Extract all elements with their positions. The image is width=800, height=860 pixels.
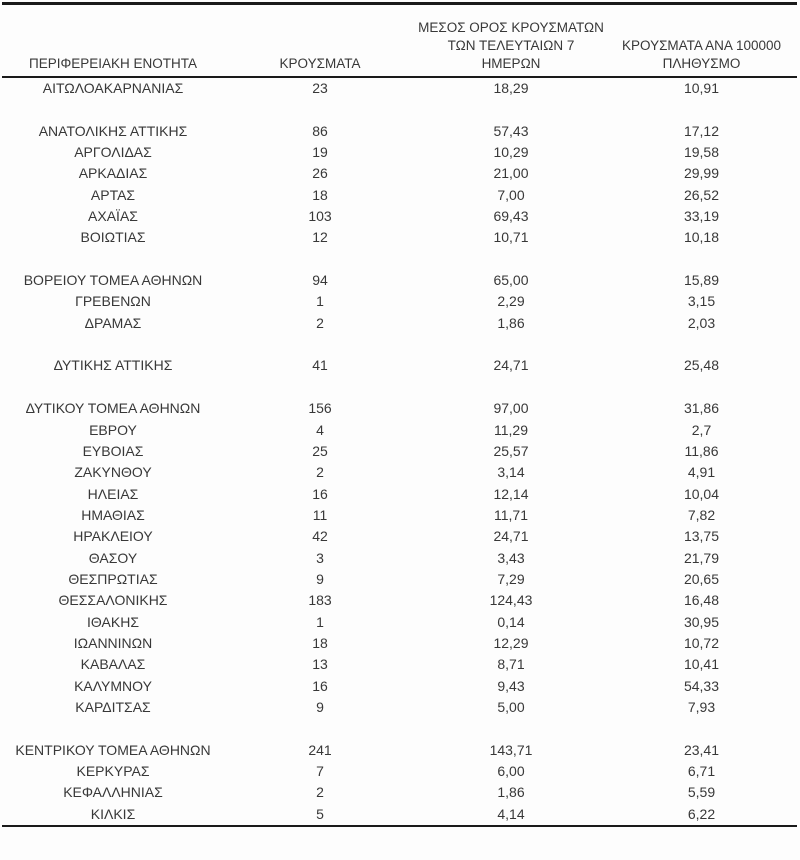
avg7-cell: 4,14: [497, 805, 525, 822]
avg7-cell: 2,29: [497, 293, 525, 310]
per100k-cell: 11,86: [684, 442, 719, 459]
spacer-cell: [2, 334, 797, 355]
spacer-row: [2, 99, 797, 120]
table-row: [2, 590, 797, 611]
per100k-cell: 29,99: [683, 165, 720, 182]
cases-cell: 19: [312, 144, 328, 161]
cases-cell: 13: [312, 656, 328, 673]
cases-cell: 2: [316, 464, 324, 481]
region-cell: ΚΑΒΑΛΑΣ: [80, 656, 146, 673]
cases-cell: 183: [308, 592, 332, 609]
spacer-cell: [2, 718, 797, 739]
avg7-cell: 18,29: [493, 80, 529, 96]
per100k-cell: 20,65: [683, 570, 720, 587]
cases-cell: 16: [312, 485, 328, 502]
table-row: [2, 633, 797, 654]
region-cell: ΖΑΚΥΝΘΟΥ: [74, 464, 152, 481]
column-header-avg7: [416, 4, 606, 78]
avg7-cell: 5,00: [497, 698, 525, 715]
per100k-cell: 19,58: [683, 144, 720, 161]
table-row: [2, 462, 797, 483]
per100k-cell: 33,19: [683, 208, 720, 225]
region-cell: ΑΡΓΟΛΙΔΑΣ: [74, 144, 152, 161]
per100k-cell: 13,75: [683, 528, 720, 545]
table-row: [2, 398, 797, 419]
per100k-cell: 6,71: [687, 763, 716, 779]
cases-cell: 9: [316, 698, 324, 715]
avg7-cell: 97,00: [493, 400, 529, 417]
table-row: [2, 121, 797, 142]
avg7-cell: 6,00: [497, 763, 525, 779]
column-header-avg7-line3: ΗΜΕΡΩΝ: [481, 56, 541, 71]
region-cell: ΒΟΡΕΙΟΥ ΤΟΜΕΑ ΑΘΗΝΩΝ: [23, 272, 203, 289]
table-row: [2, 569, 797, 590]
table-body: [2, 77, 797, 826]
region-cell: ΚΑΡΔΙΤΣΑΣ: [75, 698, 151, 715]
region-cell: ΚΙΛΚΙΣ: [90, 805, 136, 822]
spacer-cell: [2, 377, 797, 398]
region-cell: ΑΡΚΑΔΙΑΣ: [78, 165, 148, 182]
region-cell: ΘΑΣΟΥ: [88, 549, 138, 566]
region-cell: ΔΥΤΙΚΟΥ ΤΟΜΕΑ ΑΘΗΝΩΝ: [25, 400, 201, 417]
region-cell: ΗΡΑΚΛΕΙΟΥ: [73, 528, 153, 545]
per100k-cell: 7,93: [687, 698, 716, 715]
cases-cell: 2: [316, 314, 324, 331]
regional-cases-table: [2, 2, 797, 827]
per100k-cell: 10,04: [683, 485, 720, 502]
table-header: [2, 4, 797, 78]
table-row: [2, 227, 797, 248]
region-cell: ΕΥΒΟΙΑΣ: [82, 442, 144, 459]
region-cell: ΚΕΡΚΥΡΑΣ: [76, 763, 150, 779]
column-header-cases-label: ΚΡΟΥΣΜΑΤΑ: [279, 56, 361, 71]
region-cell: ΒΟΙΩΤΙΑΣ: [80, 229, 146, 246]
cases-cell: 1: [316, 293, 324, 310]
region-cell: ΙΘΑΚΗΣ: [87, 613, 139, 630]
region-cell: ΑΝΑΤΟΛΙΚΗΣ ΑΤΤΙΚΗΣ: [38, 122, 188, 139]
cases-cell: 18: [312, 634, 328, 651]
region-cell: ΑΙΤΩΛΟΑΚΑΡΝΑΝΙΑΣ: [42, 80, 184, 96]
per100k-cell: 21,79: [683, 549, 720, 566]
table-row: [2, 441, 797, 462]
avg7-cell: 25,57: [493, 442, 529, 459]
per100k-cell: 5,59: [687, 784, 716, 801]
cases-cell: 3: [316, 549, 324, 566]
avg7-cell: 24,71: [493, 528, 529, 545]
cases-cell: 1: [316, 613, 324, 630]
column-header-per100k-line1: ΚΡΟΥΣΜΑΤΑ ΑΝΑ 100000: [622, 38, 781, 53]
table-row: [2, 761, 797, 782]
per100k-cell: 7,82: [687, 506, 716, 523]
table-row: [2, 185, 797, 206]
table-row: [2, 505, 797, 526]
table-row: [2, 697, 797, 718]
cases-cell: 16: [312, 677, 328, 694]
table-row: [2, 548, 797, 569]
column-header-avg7-line1: ΜΕΣΟΣ ΟΡΟΣ ΚΡΟΥΣΜΑΤΩΝ: [418, 20, 604, 35]
avg7-cell: 3,14: [497, 464, 525, 481]
region-cell: ΚΑΛΥΜΝΟΥ: [74, 677, 152, 694]
avg7-cell: 69,43: [493, 208, 529, 225]
cases-cell: 4: [316, 421, 324, 438]
table-row: [2, 77, 797, 99]
cases-cell: 94: [312, 272, 328, 289]
spacer-row: [2, 377, 797, 398]
table-row: [2, 163, 797, 184]
region-cell: ΗΛΕΙΑΣ: [87, 485, 139, 502]
region-cell: ΙΩΑΝΝΙΝΩΝ: [73, 634, 153, 651]
cases-cell: 18: [312, 186, 328, 203]
cases-cell: 156: [308, 400, 332, 417]
table-row: [2, 676, 797, 697]
spacer-row: [2, 249, 797, 270]
region-cell: ΘΕΣΠΡΩΤΙΑΣ: [68, 570, 158, 587]
per100k-cell: 10,91: [683, 80, 720, 96]
avg7-cell: 3,43: [497, 549, 525, 566]
avg7-cell: 7,29: [497, 570, 525, 587]
table-row: [2, 804, 797, 826]
avg7-cell: 124,43: [489, 592, 533, 609]
per100k-cell: 10,18: [683, 229, 720, 246]
header-row: [2, 4, 797, 78]
per100k-cell: 15,89: [683, 272, 720, 289]
region-cell: ΚΕΦΑΛΛΗΝΙΑΣ: [63, 784, 163, 801]
column-header-region: [2, 4, 224, 78]
cases-cell: 11: [312, 506, 328, 523]
cases-cell: 86: [312, 122, 328, 139]
avg7-cell: 10,29: [493, 144, 529, 161]
per100k-cell: 6,22: [687, 805, 716, 822]
spacer-row: [2, 718, 797, 739]
table-row: [2, 355, 797, 376]
table-row: [2, 782, 797, 803]
column-header-avg7-line2: ΤΩΝ ΤΕΛΕΥΤΑΙΩΝ 7: [447, 38, 575, 53]
region-cell: ΔΡΑΜΑΣ: [84, 314, 142, 331]
column-header-region-label: ΠΕΡΙΦΕΡΕΙΑΚΗ ΕΝΟΤΗΤΑ: [28, 56, 198, 71]
per100k-cell: 3,15: [687, 293, 716, 310]
table-row: [2, 142, 797, 163]
cases-cell: 5: [316, 805, 324, 822]
region-cell: ΘΕΣΣΑΛΟΝΙΚΗΣ: [58, 592, 168, 609]
avg7-cell: 1,86: [497, 314, 525, 331]
cases-cell: 42: [312, 528, 328, 545]
cases-cell: 12: [312, 229, 328, 246]
spacer-row: [2, 334, 797, 355]
per100k-cell: 4,91: [687, 464, 716, 481]
avg7-cell: 143,71: [489, 741, 533, 758]
avg7-cell: 7,00: [497, 186, 525, 203]
column-header-per100k-line2: ΠΛΗΘΥΣΜΟ: [662, 56, 741, 71]
per100k-cell: 10,72: [683, 634, 720, 651]
per100k-cell: 16,48: [683, 592, 720, 609]
avg7-cell: 21,00: [493, 165, 529, 182]
table-row: [2, 654, 797, 675]
table-row: [2, 270, 797, 291]
avg7-cell: 9,43: [497, 677, 525, 694]
table-row: [2, 420, 797, 441]
table-row: [2, 612, 797, 633]
cases-cell: 26: [312, 165, 328, 182]
table-row: [2, 291, 797, 312]
table-row: [2, 526, 797, 547]
per100k-cell: 2,7: [691, 421, 712, 438]
region-cell: ΔΥΤΙΚΗΣ ΑΤΤΙΚΗΣ: [53, 357, 173, 374]
avg7-cell: 8,71: [497, 656, 525, 673]
cases-cell: 7: [316, 763, 324, 779]
spacer-cell: [2, 249, 797, 270]
avg7-cell: 11,71: [494, 506, 528, 523]
region-cell: ΗΜΑΘΙΑΣ: [81, 506, 145, 523]
cases-cell: 23: [312, 80, 328, 96]
avg7-cell: 10,71: [493, 229, 529, 246]
cases-cell: 25: [312, 442, 328, 459]
cases-cell: 41: [312, 357, 328, 374]
region-cell: ΕΒΡΟΥ: [89, 421, 137, 438]
avg7-cell: 11,29: [494, 421, 528, 438]
per100k-cell: 10,41: [683, 656, 720, 673]
per100k-cell: 54,33: [683, 677, 720, 694]
avg7-cell: 0,14: [497, 613, 525, 630]
cases-cell: 9: [316, 570, 324, 587]
region-cell: ΑΧΑΪΑΣ: [88, 208, 138, 225]
avg7-cell: 24,71: [493, 357, 529, 374]
per100k-cell: 23,41: [683, 741, 720, 758]
region-cell: ΚΕΝΤΡΙΚΟΥ ΤΟΜΕΑ ΑΘΗΝΩΝ: [15, 741, 211, 758]
column-header-cases: [224, 4, 416, 78]
cases-cell: 2: [316, 784, 324, 801]
per100k-cell: 17,12: [683, 122, 720, 139]
spacer-cell: [2, 99, 797, 120]
cases-cell: 103: [308, 208, 332, 225]
avg7-cell: 12,14: [493, 485, 529, 502]
per100k-cell: 2,03: [687, 314, 716, 331]
per100k-cell: 25,48: [683, 357, 720, 374]
table-row: [2, 206, 797, 227]
per100k-cell: 26,52: [683, 186, 720, 203]
avg7-cell: 57,43: [493, 122, 529, 139]
avg7-cell: 12,29: [493, 634, 529, 651]
per100k-cell: 31,86: [683, 400, 720, 417]
column-header-per100k: [606, 4, 797, 78]
table-row: [2, 313, 797, 334]
region-cell: ΓΡΕΒΕΝΩΝ: [75, 293, 151, 310]
table-row: [2, 740, 797, 761]
table-row: [2, 484, 797, 505]
region-cell: ΑΡΤΑΣ: [90, 186, 136, 203]
cases-cell: 241: [308, 741, 332, 758]
avg7-cell: 65,00: [493, 272, 529, 289]
avg7-cell: 1,86: [497, 784, 525, 801]
per100k-cell: 30,95: [683, 613, 720, 630]
